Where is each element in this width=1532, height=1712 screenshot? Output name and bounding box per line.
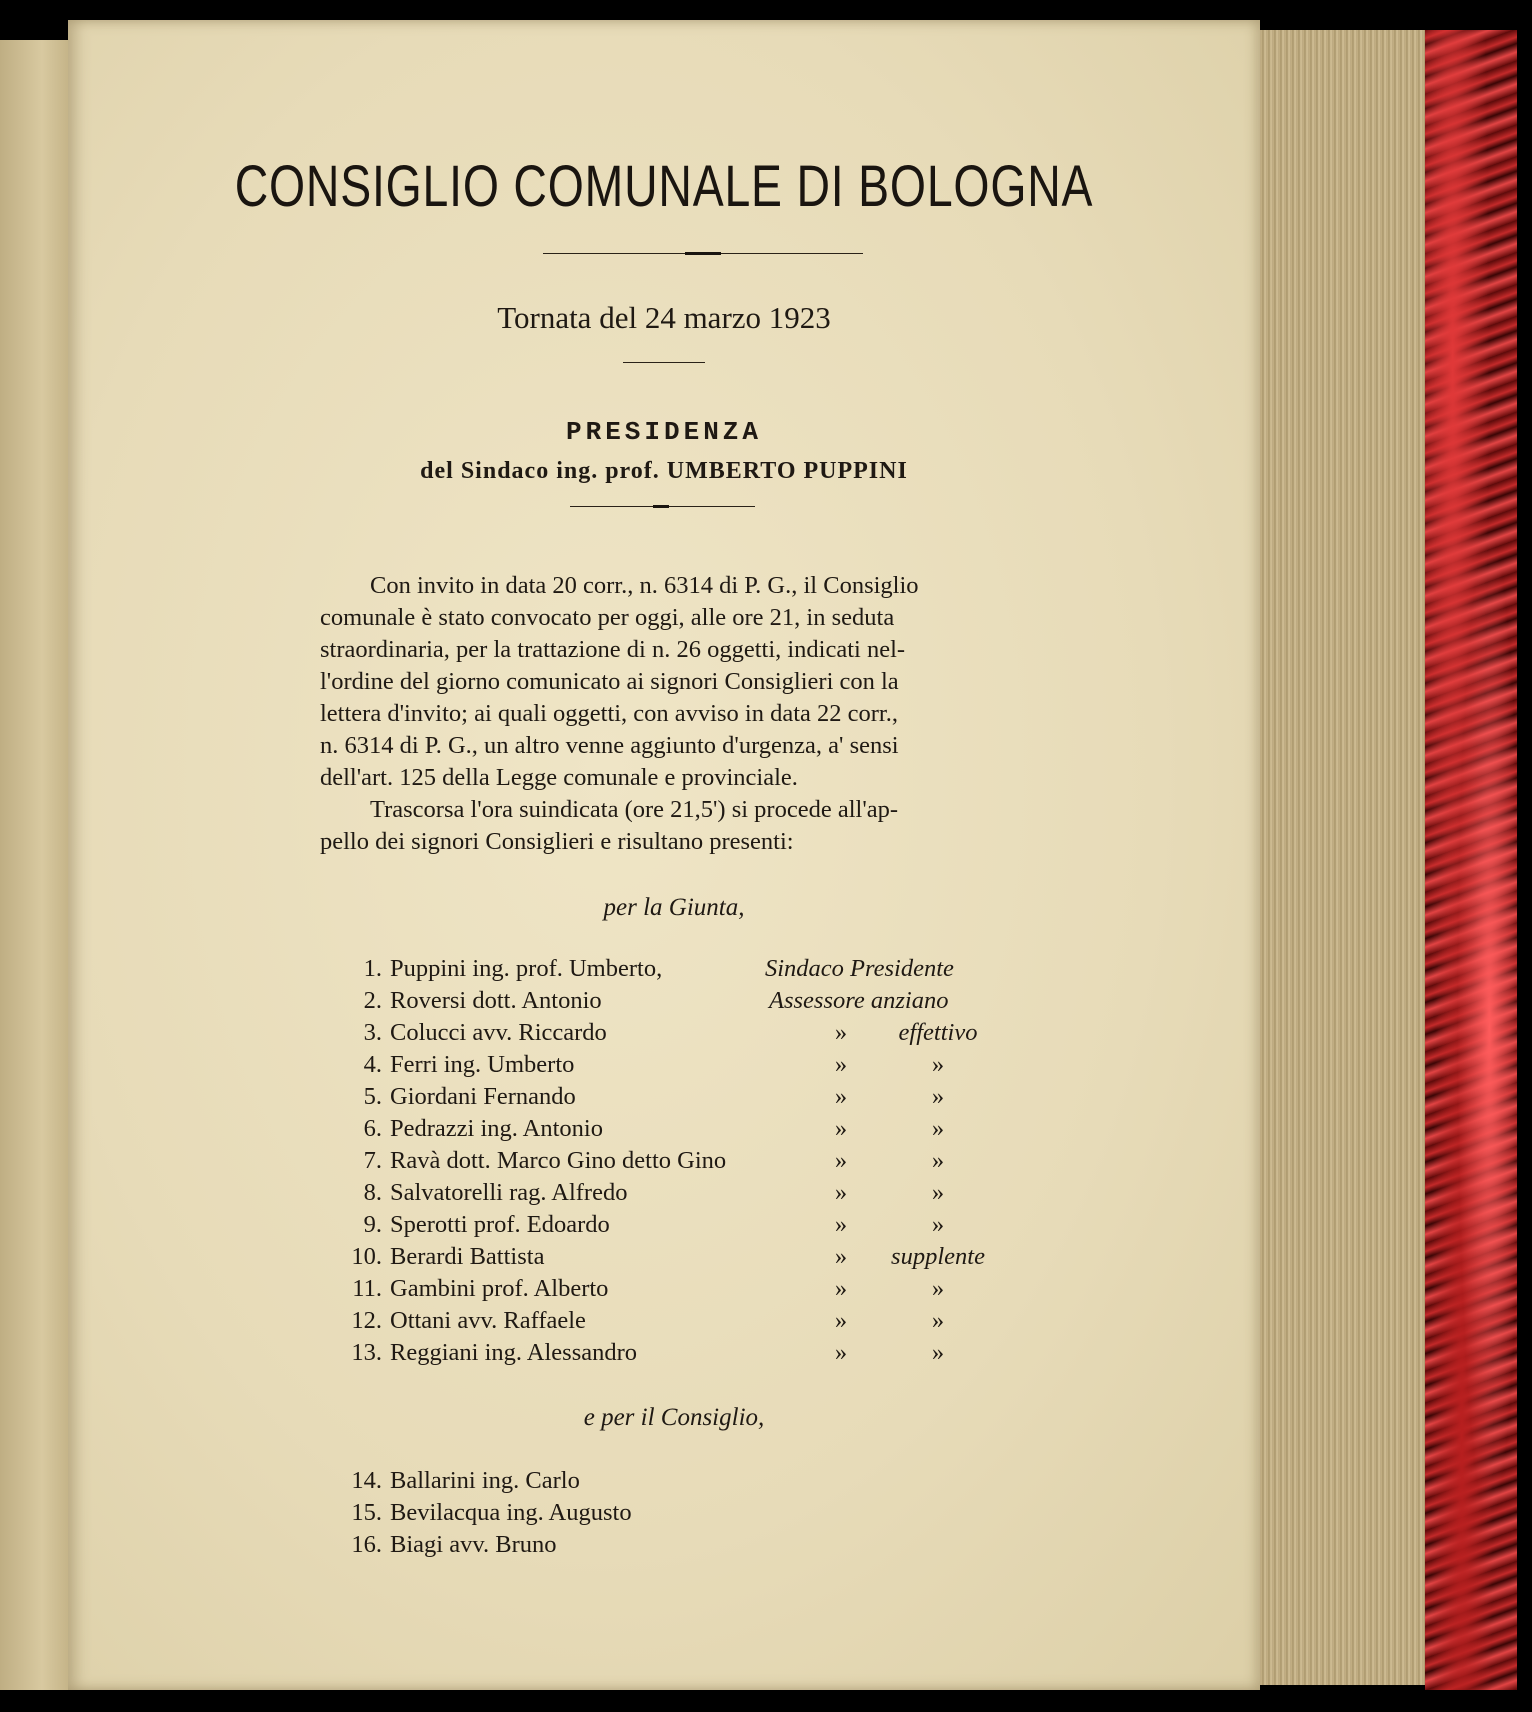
consiglio-heading: e per il Consiglio, (583, 1404, 765, 1431)
list-item: 10. Berardi Battista » supplente (351, 1243, 985, 1270)
list-item: 3. Colucci avv. Riccardo » effettivo (363, 1019, 978, 1046)
roll-call-paragraph (320, 794, 1020, 858)
paragraph-line: straordinaria, per la trattazione di n. 26 oggetti, indicati nel- (320, 636, 906, 663)
title-divider-accent (685, 252, 721, 255)
document-page (68, 20, 1260, 1690)
paragraph-line: n. 6314 di P. G., un altro venne aggiunto d'urgenza, a' sensi (320, 732, 899, 759)
list-item: 12. Ottani avv. Raffaele » » (351, 1307, 945, 1334)
list-item: 5. Giordani Fernando » » (363, 1083, 945, 1110)
paragraph-line: pello dei signori Consiglieri e risultano presenti: (320, 828, 794, 855)
paragraph-line: lettera d'invito; ai quali oggetti, con avviso in data 22 corr., (320, 700, 898, 727)
presidenza-divider-accent (653, 505, 669, 508)
book-page-edges (1255, 30, 1425, 1685)
paragraph-line: Trascorsa l'ora suindicata (ore 21,5') si procede all'ap- (370, 796, 899, 823)
list-item: 2. Roversi dott. Antonio Assessore anziano (363, 987, 949, 1014)
list-item: 7. Ravà dott. Marco Gino detto Gino » » (363, 1147, 945, 1174)
list-item: 16. Biagi avv. Bruno (351, 1531, 557, 1558)
list-item: 4. Ferri ing. Umberto » » (363, 1051, 945, 1078)
list-item: 15. Bevilacqua ing. Augusto (351, 1499, 632, 1526)
subtitle-divider (623, 362, 705, 363)
list-item: 6. Pedrazzi ing. Antonio » » (363, 1115, 945, 1142)
list-item: 14. Ballarini ing. Carlo (351, 1467, 580, 1494)
convocation-paragraph (320, 570, 1020, 794)
list-item: 1. Puppini ing. prof. Umberto, Sindaco Presidente (363, 955, 954, 982)
document-title: CONSIGLIO COMUNALE DI BOLOGNA (234, 154, 1094, 219)
book-cover (1425, 30, 1517, 1690)
list-item: 13. Reggiani ing. Alessandro » » (351, 1339, 945, 1366)
previous-page-edge (0, 40, 70, 1690)
giunta-heading: per la Giunta, (603, 894, 745, 921)
president-line: del Sindaco ing. prof. UMBERTO PUPPINI (420, 458, 908, 484)
list-item: 9. Sperotti prof. Edoardo » » (363, 1211, 945, 1238)
list-item: 11. Gambini prof. Alberto » » (352, 1275, 945, 1302)
paragraph-line: comunale è stato convocato per oggi, alle ore 21, in seduta (320, 604, 895, 631)
paragraph-line: l'ordine del giorno comunicato ai signori Consiglieri con la (320, 668, 899, 695)
list-item: 8. Salvatorelli rag. Alfredo » » (363, 1179, 945, 1206)
paragraph-line: dell'art. 125 della Legge comunale e provinciale. (320, 764, 798, 791)
session-date: Tornata del 24 marzo 1923 (497, 300, 831, 335)
paragraph-line: Con invito in data 20 corr., n. 6314 di P. G., il Consiglio (370, 572, 919, 599)
presidenza-heading: PRESIDENZA (565, 417, 763, 447)
